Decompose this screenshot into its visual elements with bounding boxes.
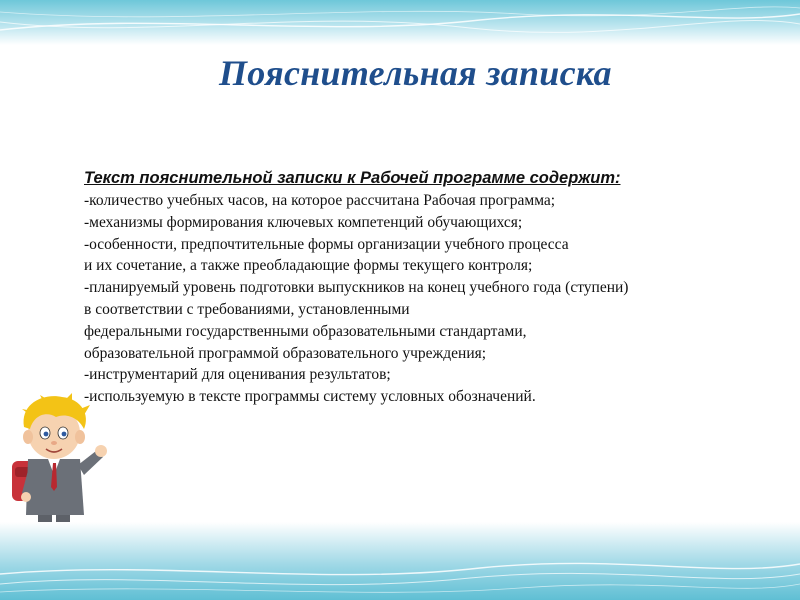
content-block — [84, 168, 764, 408]
content-line: -особенности, предпочтительные формы организации учебного процесса — [84, 235, 569, 253]
slide-title: Пояснительная записка — [219, 53, 612, 93]
content-line: образовательной программой образовательного учреждения; — [84, 344, 487, 362]
content-line: федеральными государственными образовательными стандартами, — [84, 322, 527, 340]
top-wave-decoration — [0, 0, 800, 45]
content-line: в соответствии с требованиями, установленными — [84, 300, 410, 318]
top-decorative-band — [0, 0, 800, 45]
content-line: -планируемый уровень подготовки выпускников на конец учебного года (ступени) — [84, 279, 629, 297]
bottom-decorative-band — [0, 522, 800, 600]
content-line: -используемую в тексте программы систему условных обозначений. — [84, 388, 536, 406]
content-line: -механизмы формирования ключевых компетенций обучающихся; — [84, 213, 523, 231]
content-line: -количество учебных часов, на которое рассчитана Рабочая программа; — [84, 192, 556, 209]
content-line: и их сочетание, а также преобладающие формы текущего контроля; — [84, 257, 533, 275]
content-heading: Текст пояснительной записки к Рабочей программе содержит: — [84, 169, 621, 187]
bottom-wave-decoration — [0, 522, 800, 600]
content-line: -инструментарий для оценивания результатов; — [84, 366, 391, 384]
